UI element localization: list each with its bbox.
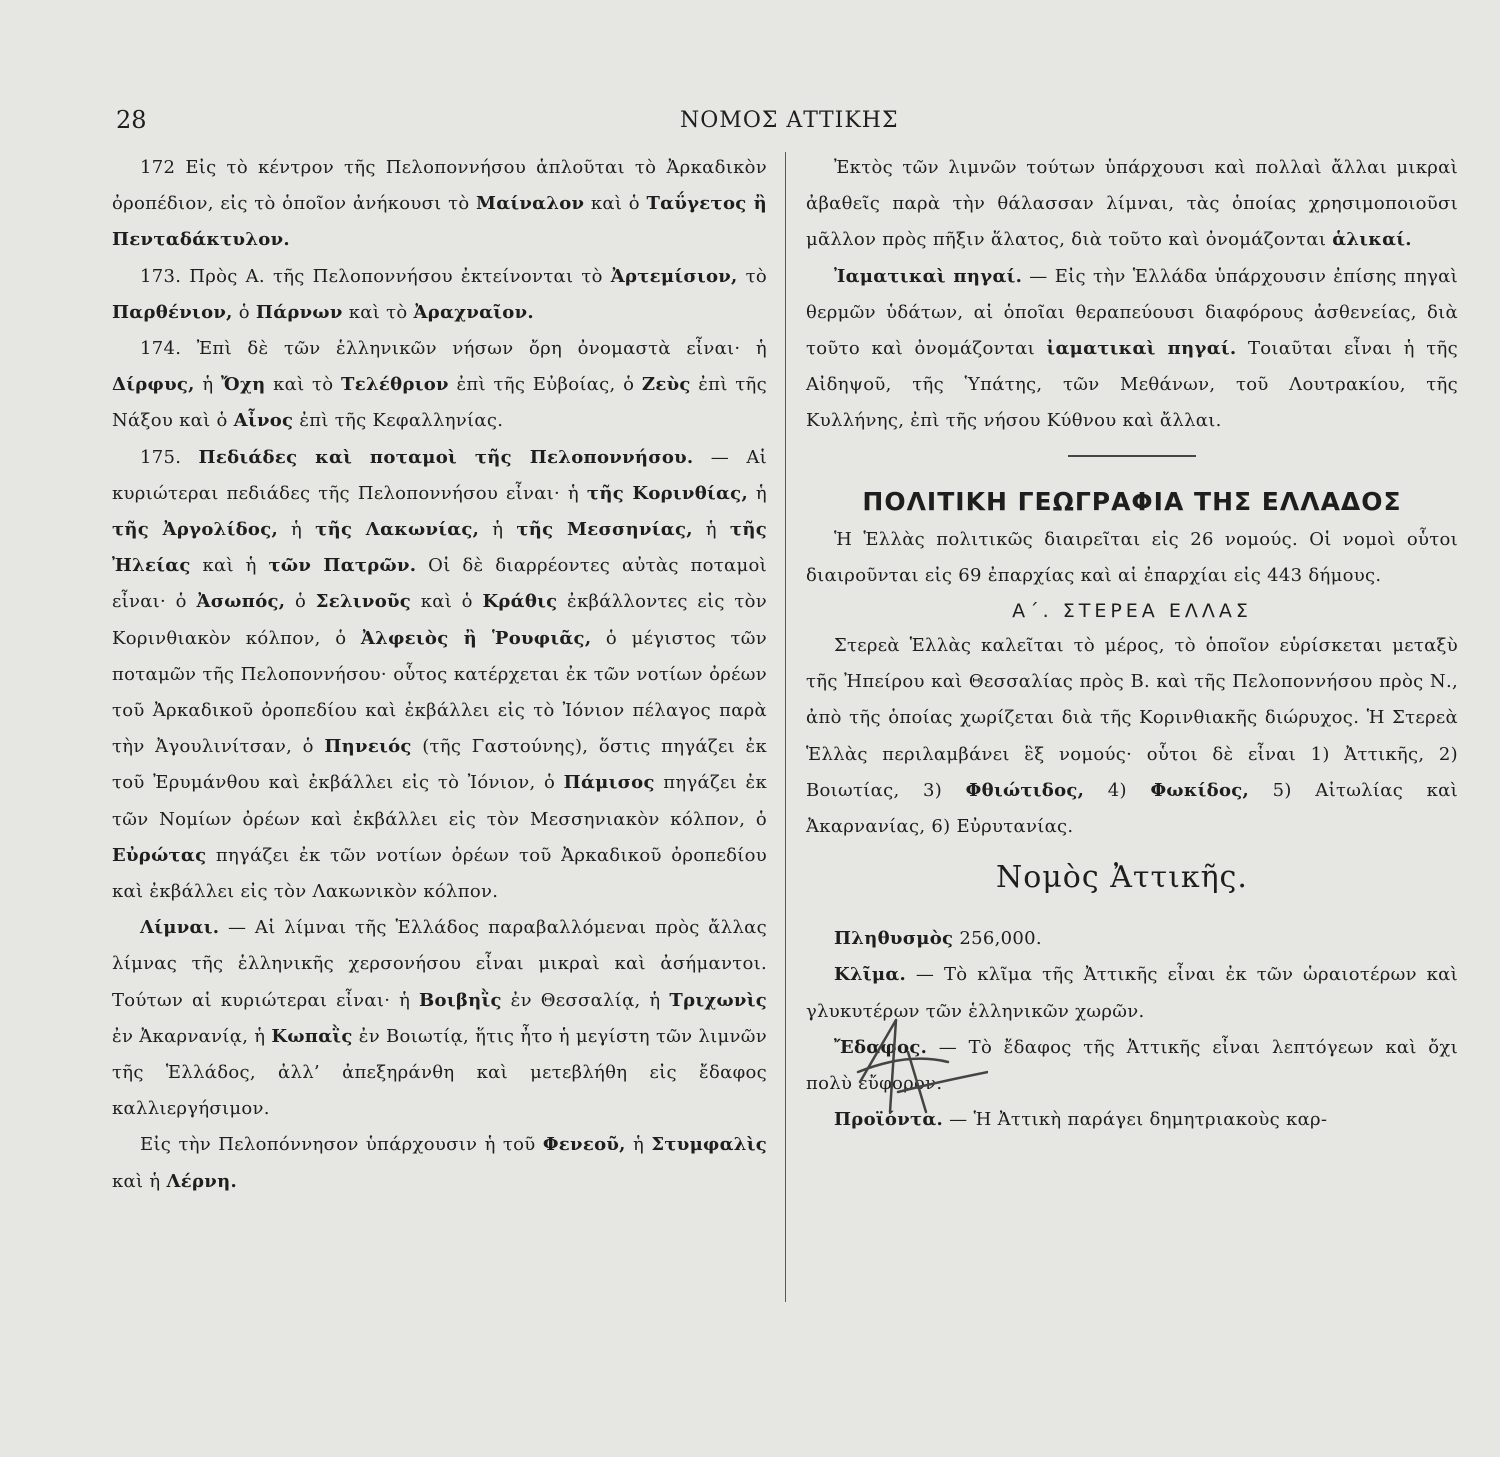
paragraph-products: Προϊόντα. — Ἡ Ἀττικὴ παράγει δημητριακοὺς καρ- [834, 1109, 1328, 1131]
paragraph-175: 175. Πεδιάδες καὶ ποταμοὶ τῆς Πελοποννήσου. — Αἱ κυριώτεραι πεδιάδες τῆς Πελοποννήσου εἶναι· ἡ τῆς Κορινθίας, ἡ τῆς Ἀργολίδος, ἡ τῆς Λακωνίας, ἡ τῆς Μεσσηνίας, ἡ τῆς Ἠλείας καὶ ἡ τῶν Πατρῶν. Οἱ δὲ διαρρέοντες αὐτὰς ποταμοὶ εἶναι· ὁ Ἀσωπός, ὁ Σελινοῦς καὶ ὁ Κράθις ἐκβάλλοντες εἰς τὸν Κορινθιακὸν κόλπον, ὁ Ἀλφειὸς ἢ Ῥουφιᾶς, ὁ μέγιστος τῶν ποταμῶν τῆς Πελοποννήσου· οὗτος κατέρχεται ἐκ τῶν νοτίων ὀρέων τοῦ Ἀρκαδικοῦ ὀροπεδίου καὶ ἐκβάλλει εἰς τὸ Ἰόνιον πέλαγος παρὰ τὴν Ἀγουλινίτσαν, ὁ Πηνειός (τῆς Γαστούνης), ὅστις πηγάζει ἐκ τοῦ Ἐρυμάνθου καὶ ἐκβάλλει εἰς τὸ Ἰόνιον, ὁ Πάμισος πηγάζει ἐκ τῶν Νομίων ὀρέων καὶ ἐκβάλλει εἰς τὸν Μεσσηνιακὸν κόλπον, ὁ Εὐρώτας πηγάζει ἐκ τῶν νοτίων ὀρέων τοῦ Ἀρκαδικοῦ ὀροπεδίου καὶ ἐκβάλλει εἰς τὸν Λακωνικὸν κόλπον. [112, 446, 767, 903]
handwritten-heading-nomos-attikis: Νομὸς Ἀττικῆς. [996, 860, 1248, 896]
paragraph-climate: Κλῖμα. — Τὸ κλῖμα τῆς Ἀττικῆς εἶναι ἐκ τῶν ὡραιοτέρων καὶ γλυκυτέρων τῶν ἑλληνικῶν χωρῶν. [806, 964, 1458, 1022]
page-number: 28 [116, 106, 147, 134]
section-title-political-geography: ΠΟΛΙΤΙΚΗ ΓΕΩΓΡΑΦΙΑ ΤΗΣ ΕΛΛΑΔΟΣ [862, 486, 1402, 516]
paragraph-population: Πληθυσμὸς 256,000. [834, 928, 1042, 950]
paragraph-soil: Ἔδαφος. — Τὸ ἔδαφος τῆς Ἀττικῆς εἶναι λεπτόγεων καὶ ὄχι πολὺ εὔφορον. [806, 1036, 1458, 1095]
paragraph-iamatikai: Ἰαματικαὶ πηγαί. — Εἰς τὴν Ἑλλάδα ὑπάρχουσιν ἐπίσης πηγαὶ θερμῶν ὑδάτων, αἱ ὁποῖαι θεραπεύουσι διαφόρους ἀσθενείας, διὰ τοῦτο καὶ ὀνομάζονται ἰαματικαὶ πηγαί. Τοιαῦται εἶναι ἡ τῆς Αἰδηψοῦ, τῆς Ὑπάτης, τῶν Μεθάνων, τοῦ Λουτρακίου, τῆς Κυλλήνης, ἐπὶ τῆς νήσου Κύθνου καὶ ἄλλαι. [806, 265, 1458, 432]
paragraph-174: 174. Ἐπὶ δὲ τῶν ἑλληνικῶν νήσων ὄρη ὀνομαστὰ εἶναι· ἡ Δίρφυς, ἡ Ὄχη καὶ τὸ Τελέθριον ἐπὶ τῆς Εὐβοίας, ὁ Ζεὺς ἐπὶ τῆς Νάξου καὶ ὁ Αἶνος ἐπὶ τῆς Κεφαλληνίας. [112, 338, 767, 432]
paragraph-political: Ἡ Ἑλλὰς πολιτικῶς διαιρεῖται εἰς 26 νομούς. Οἱ νομοὶ οὗτοι διαιροῦνται εἰς 69 ἐπαρχίας καὶ αἱ ἐπαρχίαι εἰς 443 δήμους. [806, 528, 1458, 586]
paragraph-172: 172 Εἰς τὸ κέντρον τῆς Πελοποννήσου ἁπλοῦται τὸ Ἀρκαδικὸν ὀροπέδιον, εἰς τὸ ὁποῖον ἀνήκουσι τὸ Μαίναλον καὶ ὁ Ταΰγετος ἢ Πενταδάκτυλον. [112, 157, 767, 251]
paragraph-limnai: Λίμναι. — Αἱ λίμναι τῆς Ἑλλάδος παραβαλλόμεναι πρὸς ἄλλας λίμνας τῆς ἑλληνικῆς χερσονήσου εἶναι μικραὶ καὶ ἀσήμαντοι. Τούτων αἱ κυριώτεραι εἶναι· ἡ Βοιβηῒς ἐν Θεσσαλίᾳ, ἡ Τριχωνὶς ἐν Ἀκαρνανίᾳ, ἡ Κωπαῒς ἐν Βοιωτίᾳ, ἥτις ἦτο ἡ μεγίστη τῶν λιμνῶν τῆς Ἑλλάδος, ἀλλ’ ἀπεξηράνθη καὶ μετεβλήθη εἰς ἔδαφος καλλιεργήσιμον. [112, 917, 767, 1120]
section-separator [1068, 455, 1196, 457]
paragraph-173: 173. Πρὸς Α. τῆς Πελοποννήσου ἐκτείνονται τὸ Ἀρτεμίσιον, τὸ Παρθένιον, ὁ Πάρνων καὶ τὸ Ἀραχναῖον. [112, 265, 768, 323]
pen-scribble-mark [838, 1012, 988, 1122]
paragraph-alikai: Ἐκτὸς τῶν λιμνῶν τούτων ὑπάρχουσι καὶ πολλαὶ ἄλλαι μικραὶ ἀβαθεῖς παρὰ τὴν θάλασσαν λίμναι, τὰς ὁποίας χρησιμοποιοῦσι μᾶλλον πρὸς πῆξιν ἅλατος, διὰ τοῦτο καὶ ὀνομάζονται ἁλικαί. [806, 157, 1458, 251]
column-divider [785, 152, 786, 1302]
paragraph-sterea: Στερεὰ Ἑλλὰς καλεῖται τὸ μέρος, τὸ ὁποῖον εὑρίσκεται μεταξὺ τῆς Ἠπείρου καὶ Θεσσαλίας πρὸς Β. καὶ τῆς Πελοποννήσου πρὸς Ν., ἀπὸ τῆς ὁποίας χωρίζεται διὰ τῆς Κορινθιακῆς διώρυχος. Ἡ Στερεὰ Ἑλλὰς περιλαμβάνει ἓξ νομούς· οὗτοι δὲ εἶναι 1) Ἀττικῆς, 2) Βοιωτίας, 3) Φθιώτιδος, 4) Φωκίδος, 5) Αἰτωλίας καὶ Ἀκαρνανίας, 6) Εὐρυτανίας. [806, 635, 1458, 838]
right-column [806, 150, 1458, 1138]
left-column [112, 150, 767, 1200]
running-title: ΝΟΜΟΣ ΑΤΤΙΚΗΣ [680, 108, 899, 133]
paragraph-peloponnese-lakes: Εἰς τὴν Πελοπόννησον ὑπάρχουσιν ἡ τοῦ Φενεοῦ, ἡ Στυμφαλὶς καὶ ἡ Λέρνη. [112, 1134, 767, 1192]
subsection-title-sterea: Α΄. ΣΤΕΡΕΑ ΕΛΛΑΣ [1012, 600, 1252, 623]
